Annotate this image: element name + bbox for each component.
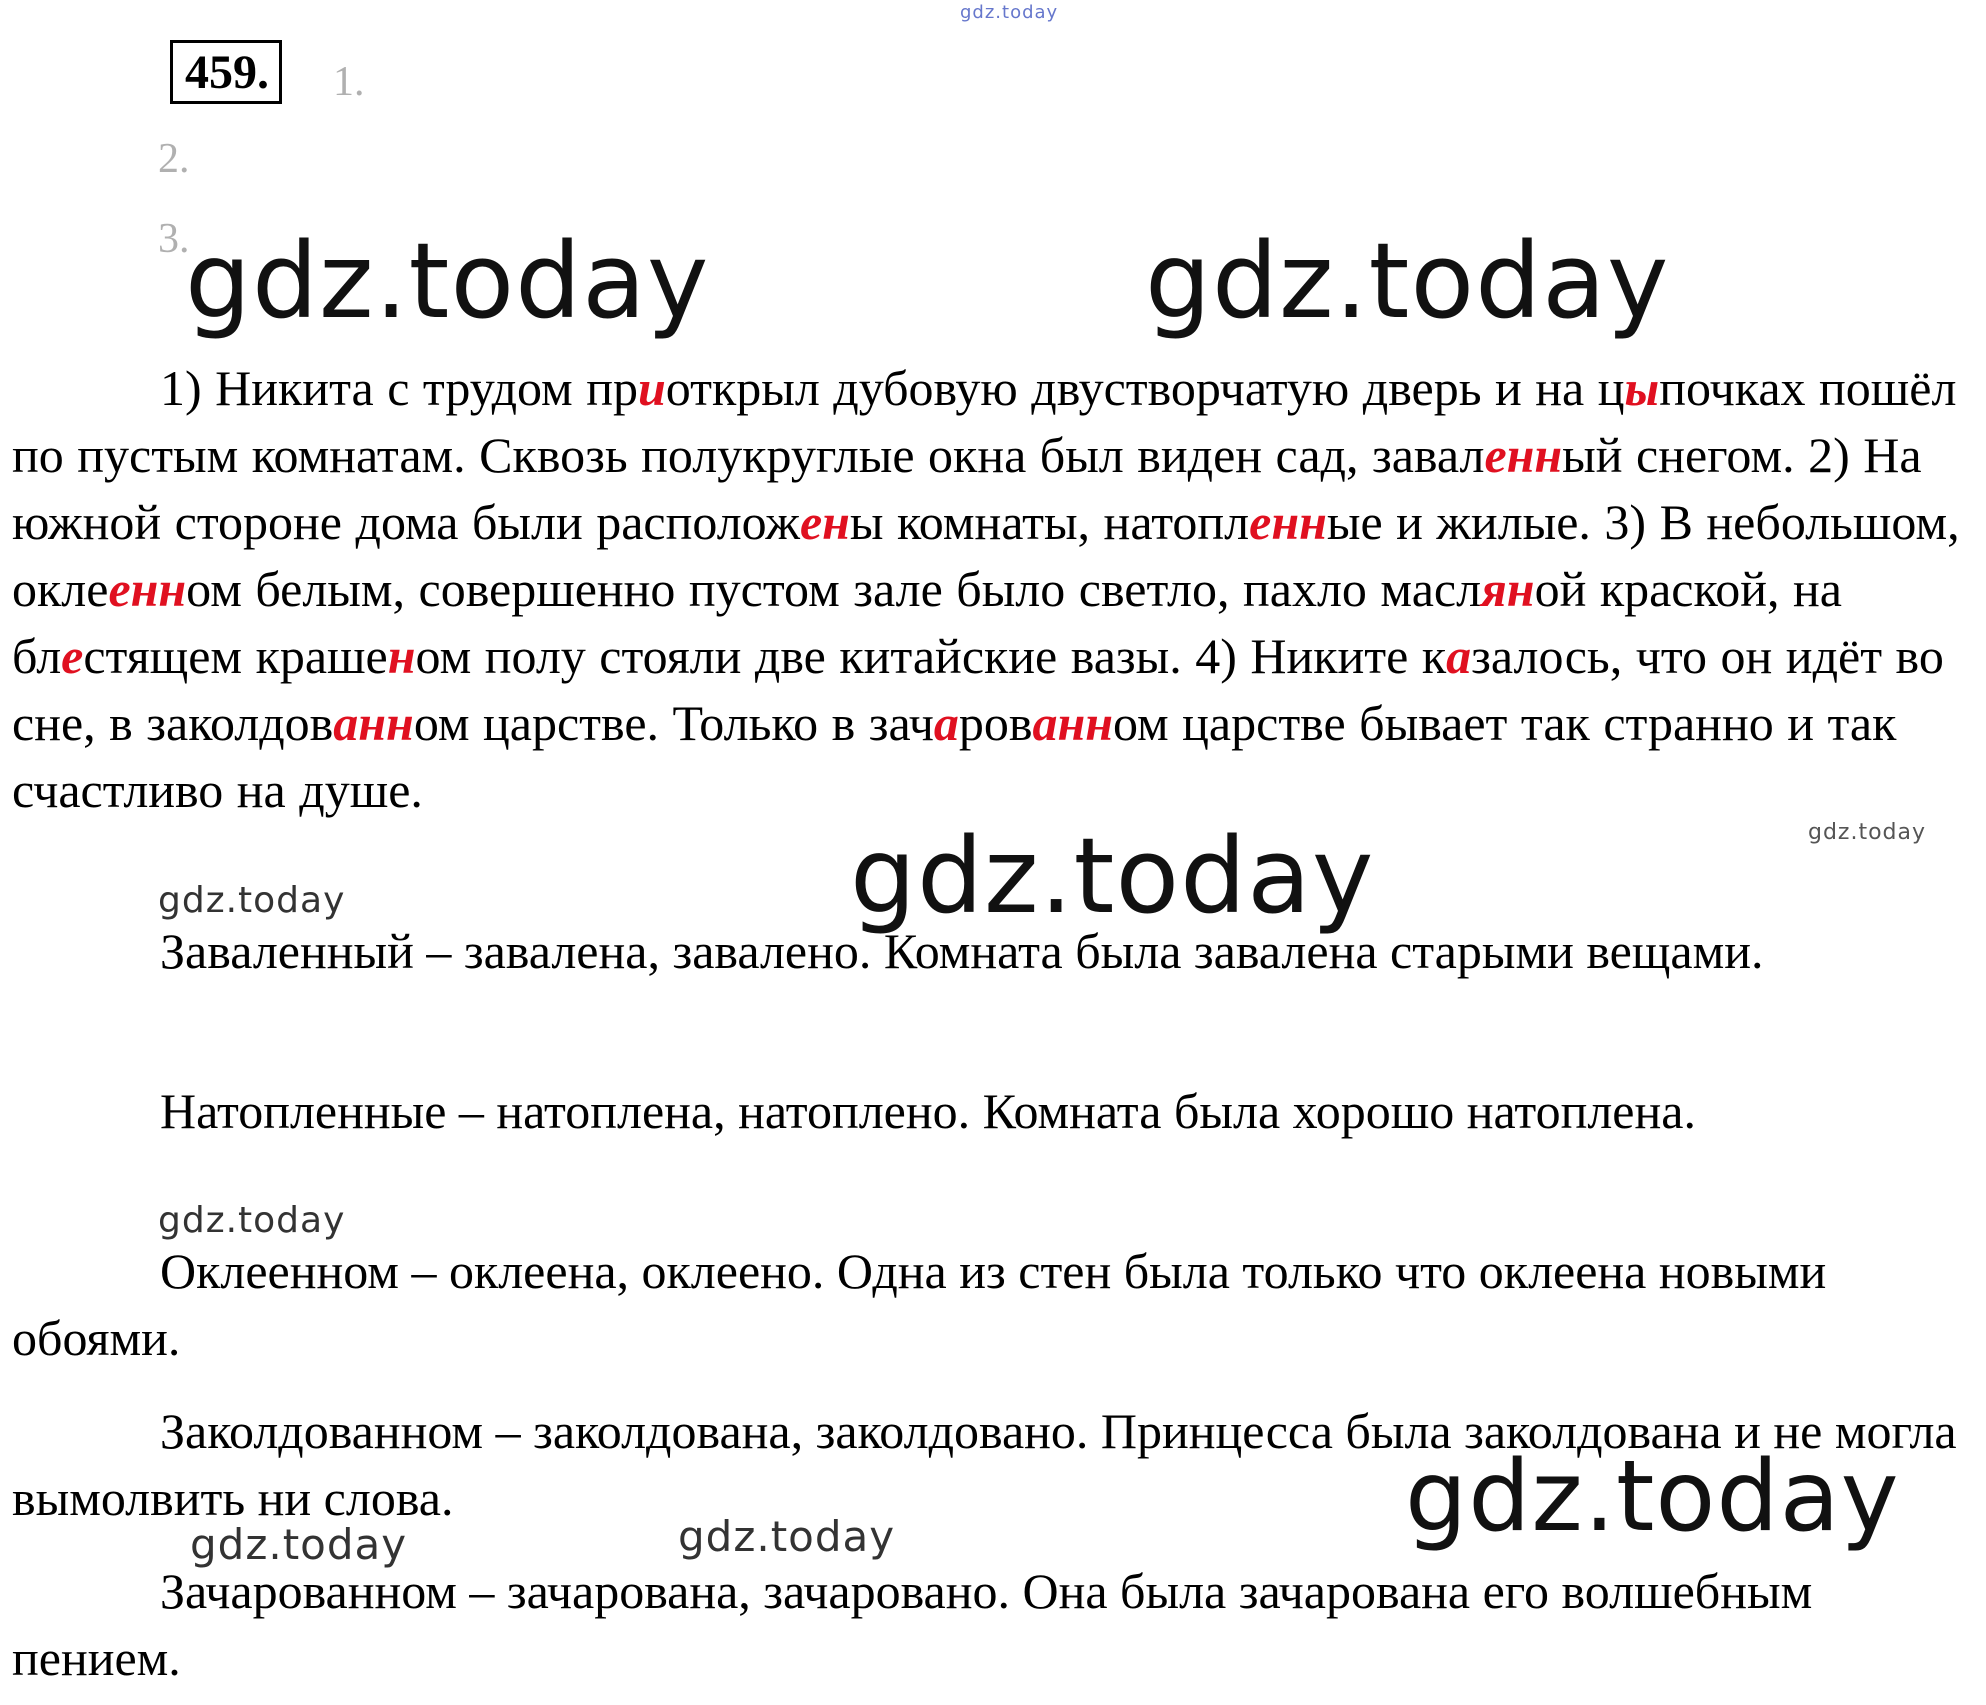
watermark-med-1: gdz.today (158, 880, 346, 921)
task-number: 459. (170, 40, 282, 104)
highlighted-letters: е (61, 628, 84, 684)
highlighted-letters: енн (1484, 427, 1563, 483)
text-segment: стящем краше (83, 628, 388, 684)
watermark-big-2: gdz.today (1145, 220, 1670, 342)
highlighted-letters: и (637, 360, 666, 416)
text-segment: 1) Никита с трудом пр (160, 360, 638, 416)
text-segment: ой краской, на бл (12, 561, 1842, 684)
text-segment: ом белым, совершенно пустом зале было светло, пахло масл (186, 561, 1482, 617)
example-5-text: Зачарованном – зачарована, зачаровано. Она была зачарована его волшебным пением. (12, 1563, 1813, 1686)
highlighted-letters: анн (333, 695, 414, 751)
highlighted-letters: ян (1481, 561, 1535, 617)
watermark-top: gdz.today (960, 2, 1059, 23)
watermark-big-1: gdz.today (185, 220, 710, 342)
text-segment: ый снегом. 2) На южной стороне дома были располож (12, 427, 1922, 550)
watermark-big-4: gdz.today (1405, 1440, 1900, 1554)
example-3 (12, 1238, 1972, 1372)
example-5 (12, 1558, 1972, 1692)
highlighted-letters: енн (1249, 494, 1327, 550)
highlighted-letters: ы (1624, 360, 1660, 416)
step-1-label: 1. (333, 59, 365, 105)
text-segment: почках пошёл по пустым комнатам. Сквозь полукруглые окна был виден сад, завал (12, 360, 1957, 483)
highlighted-letters: н (387, 628, 416, 684)
header (170, 40, 282, 104)
text-segment: открыл дубовую двустворчатую дверь и на ц (665, 360, 1625, 416)
text-segment: ом царстве. Только в зач (413, 695, 934, 751)
text-segment: ые и жилые. 3) В небольшом, окле (12, 494, 1960, 617)
example-2-text: Натопленные – натоплена, натоплено. Комната была хорошо натоплена. (160, 1083, 1696, 1139)
example-1 (12, 918, 1972, 985)
text-segment: ом полу стояли две китайские вазы. 4) Никите к (415, 628, 1447, 684)
main-paragraph-text (12, 355, 1972, 824)
text-segment: ом царстве бывает так странно и так счастливо на душе. (12, 695, 1897, 818)
step-3-label: 3. (158, 216, 190, 262)
watermark-med-3: gdz.today (190, 1520, 408, 1569)
highlighted-letters: енн (108, 561, 187, 617)
step-2-label: 2. (158, 136, 190, 182)
watermark-med-4: gdz.today (678, 1512, 896, 1561)
watermark-small-1: gdz.today (1808, 820, 1927, 845)
example-3-text: Оклеенном – оклеена, оклеено. Одна из стен была только что оклеена новыми обоями. (12, 1243, 1827, 1366)
highlighted-letters: а (933, 695, 959, 751)
highlighted-letters: а (1446, 628, 1472, 684)
text-segment: залось, что он идёт во сне, в заколдов (12, 628, 1944, 751)
text-segment: ров (958, 695, 1033, 751)
watermark-med-2: gdz.today (158, 1200, 346, 1241)
highlighted-letters: анн (1032, 695, 1113, 751)
main-paragraph (12, 355, 1972, 824)
highlighted-letters: ен (799, 494, 850, 550)
example-1-text: Заваленный – завалена, завалено. Комната была завалена старыми вещами. (160, 923, 1764, 979)
text-segment: ы комнаты, натопл (849, 494, 1250, 550)
example-2 (12, 1078, 1972, 1145)
example-4-text: Заколдованном – заколдована, заколдовано. Принцесса была заколдована и не могла вымолвить ни слова. (12, 1403, 1957, 1526)
watermark-big-3: gdz.today (850, 815, 1375, 937)
